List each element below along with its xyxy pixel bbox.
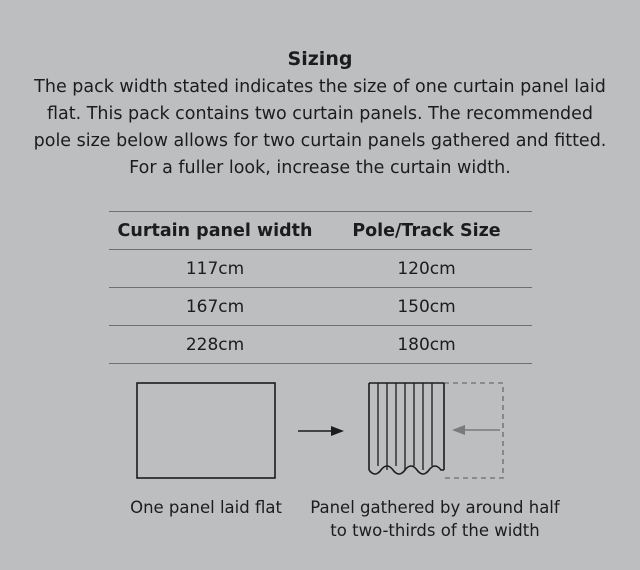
- table-cell: 228cm: [185, 334, 245, 355]
- table-cell: 117cm: [185, 258, 245, 279]
- column-header-curtain-width: Curtain panel width: [117, 220, 313, 241]
- caption-flat-panel: One panel laid flat: [130, 498, 282, 517]
- arrow-left-icon: [452, 425, 500, 435]
- table-cell: 180cm: [397, 334, 456, 355]
- table-row: [109, 250, 532, 288]
- sizing-table: [109, 211, 532, 364]
- table-header-row: [109, 212, 532, 250]
- table-cell: 167cm: [185, 296, 245, 317]
- arrow-right-icon: [298, 426, 344, 436]
- gathered-panel-icon: [369, 383, 444, 474]
- table-row: [109, 326, 532, 364]
- column-header-pole-size: Pole/Track Size: [352, 220, 501, 241]
- sizing-description: The pack width stated indicates the size of one curtain panel laid flat. This pack contains two curtain panels. The recommended pole size below allows for two curtain panels gathered and fitted. For a fuller look, increase the curtain width.: [33, 77, 607, 178]
- caption-gathered-line1: Panel gathered by around half: [310, 498, 560, 517]
- caption-gathered-panel: [300, 496, 570, 542]
- table-cell: 120cm: [397, 258, 456, 279]
- caption-gathered-line2: to two-thirds of the width: [330, 521, 540, 540]
- table-cell: 150cm: [397, 296, 456, 317]
- flat-panel-icon: [137, 383, 275, 478]
- table-row: [109, 288, 532, 326]
- page-title: Sizing: [287, 48, 353, 70]
